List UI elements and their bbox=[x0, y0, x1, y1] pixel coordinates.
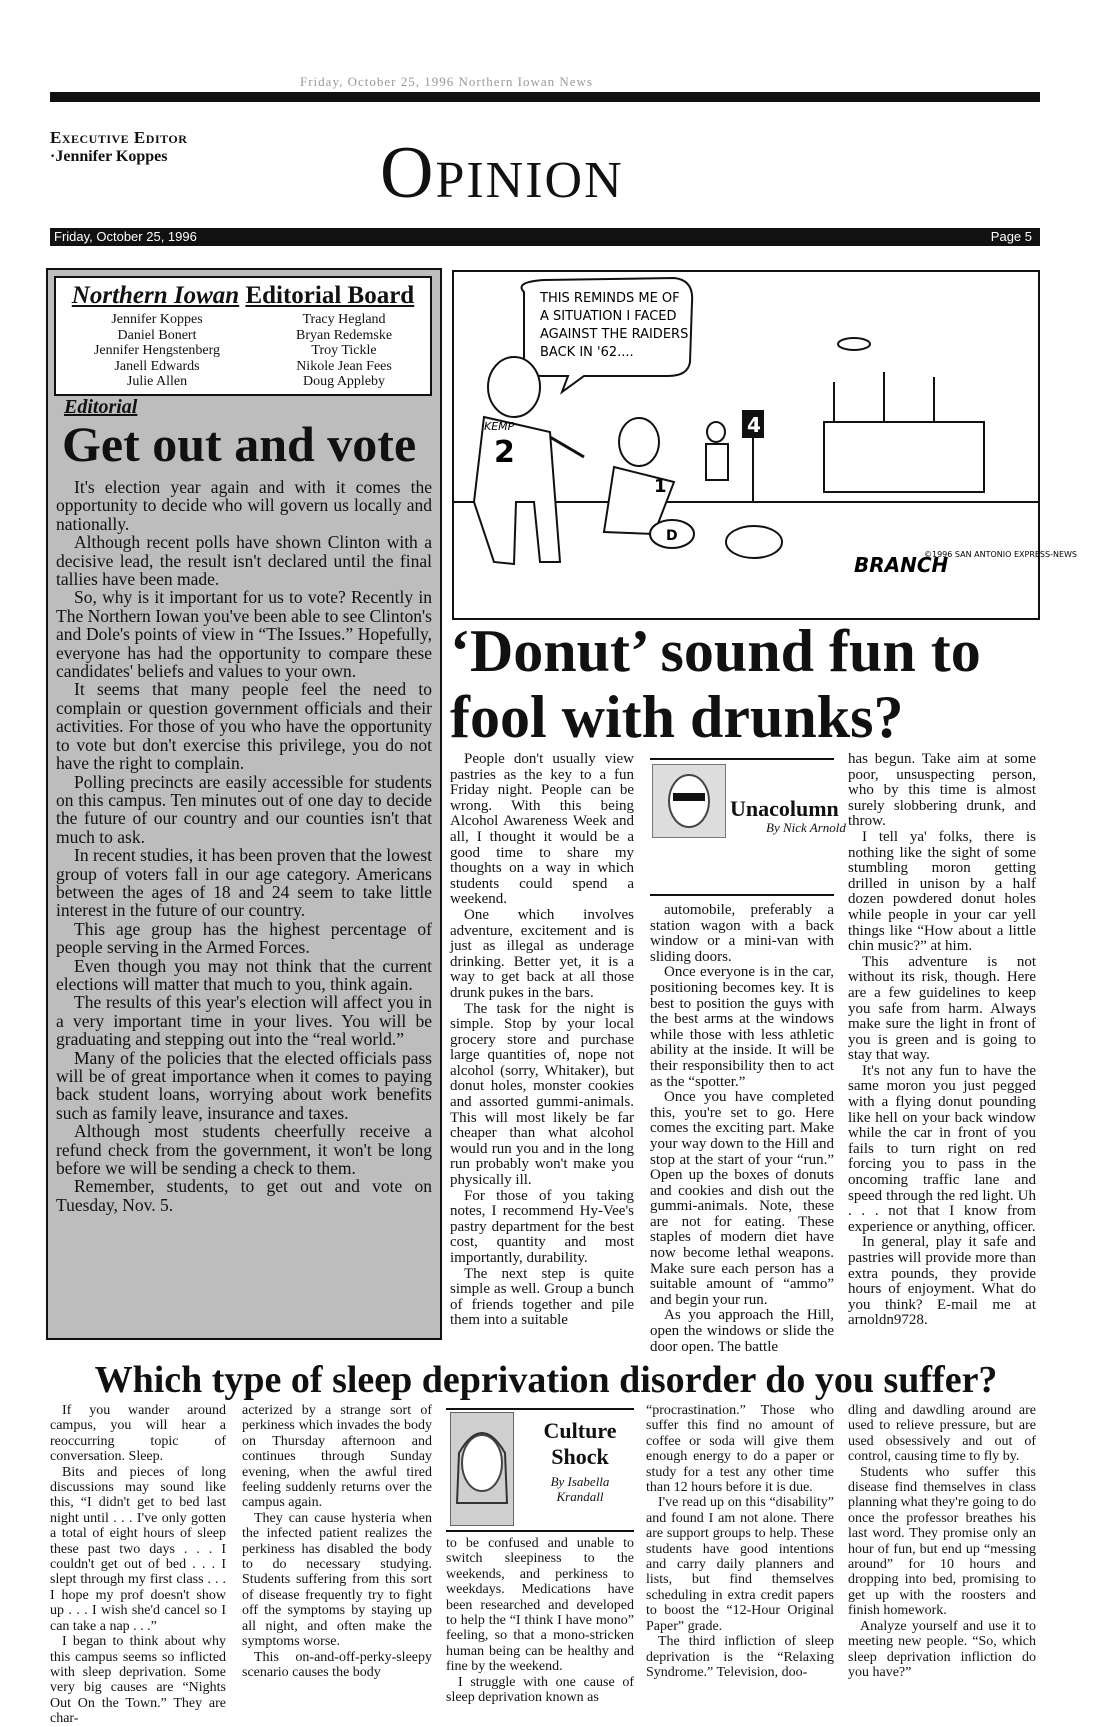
sleep-text-3 bbox=[446, 1536, 634, 1705]
referee-body bbox=[706, 444, 728, 480]
columnist-photo bbox=[450, 1412, 514, 1526]
column-byline: By Nick Arnold bbox=[766, 820, 846, 835]
sleep-paragraph: I struggle with one cause of sleep deprivation known as bbox=[446, 1674, 634, 1706]
column-text-3 bbox=[848, 752, 1036, 1329]
editorial-paragraph: Many of the policies that the elected officials pass will be of great importance when it comes to paying back student loans, worrying about work benefits such as family leave, insurance and taxes. bbox=[56, 1047, 432, 1123]
kemp-jersey: 2 bbox=[494, 435, 515, 470]
column-headline: ‘Donut’ sound fun to fool with drunks? bbox=[450, 618, 981, 750]
bubble-text-2: A SITUATION I FACED bbox=[540, 309, 677, 324]
political-cartoon bbox=[452, 270, 1077, 620]
helmet-letter: D bbox=[666, 528, 678, 544]
columnist-photo bbox=[652, 764, 726, 838]
sleep-paragraph: I've read up on this “disability” and found I am not alone. There are support groups to help. These students have good intentions and carry daily planners and lists, but find themselves scheduling in extra credit papers to boost the “12-Hour Original Paper” grade. bbox=[646, 1495, 834, 1634]
bubble-text-3: AGAINST THE RAIDERS bbox=[540, 327, 689, 342]
board-member: Nikole Jean Fees bbox=[296, 358, 392, 374]
column-logo-rule bbox=[650, 894, 834, 896]
sleep-paragraph: Students who suffer this disease find themselves in class planning what they're going to do once the professor breathes his last word. They promise only an hour of fun, but end up “messing around” for 10 hours and dropping into bed, promising to get up with the roosters and finish homework. bbox=[848, 1464, 1036, 1619]
editorial-paragraph: Polling precincts are easily accessible for students on this campus. Ten minutes out of one day to decide the future of our country and our counties isn't that much to ask. bbox=[56, 771, 432, 847]
running-head: Friday, October 25, 1996 Northern Iowan News bbox=[300, 74, 593, 89]
editorial-paragraph: Even though you may not think that the current elections will matter that much to you, think again. bbox=[56, 955, 432, 994]
column-name: Unacolumn bbox=[730, 796, 839, 821]
board-member: Bryan Redemske bbox=[296, 327, 393, 343]
sleep-paragraph: acterized by a strange sort of perkiness which invades the body on Thursday afternoon and continues through Sunday evening, when the awful tired feeling suddenly returns over the campus again. bbox=[242, 1403, 432, 1511]
executive-editor-name: ·Jennifer Koppes bbox=[50, 148, 168, 165]
sleep-paragraph: I began to think about why this campus seems so inflicted with sleep deprivation. Some very big causes are “Nights Out On the Town.” They are char- bbox=[50, 1634, 226, 1727]
culture-shock-rule bbox=[446, 1408, 634, 1410]
column-logo-rule bbox=[650, 758, 834, 760]
face bbox=[462, 1435, 502, 1491]
board-paper-name: Northern Iowan bbox=[71, 282, 240, 309]
sleep-paragraph: This on-and-off-perky-sleepy scenario causes the body bbox=[242, 1649, 432, 1680]
editorial-paragraph: The results of this year's election will affect you in a very important time in your lives. You will be graduating and stepping out into the “real world.” bbox=[56, 992, 432, 1050]
column-paragraph: One which involves adventure, excitement and is just as illegal as underage drinking. Better yet, it is a way to get back at all those drunk pukes in the bars. bbox=[450, 906, 634, 1001]
sleep-paragraph: If you wander around campus, you will hear a reoccurring topic of conversation. Sleep. bbox=[50, 1403, 226, 1465]
column-paragraph: This adventure is not without its risk, though. Here are a few guidelines to keep you safe from harm. Always make sure the light in front of you is green and is going to stay that way. bbox=[848, 953, 1036, 1064]
sleep-text-2 bbox=[242, 1403, 432, 1680]
culture-shock-line2: Shock bbox=[551, 1444, 609, 1469]
editorial-paragraph: Although recent polls have shown Clinton with a decisive lead, the result isn't declared until the final tallies have been made. bbox=[56, 532, 432, 590]
stadium bbox=[824, 422, 984, 492]
board-member: Jennifer Hengstenberg bbox=[93, 343, 221, 358]
cartoonist-signature: BRANCH bbox=[854, 553, 949, 577]
editorial-headline: Get out and vote bbox=[62, 416, 417, 472]
board-members-right bbox=[296, 312, 392, 390]
dole-head bbox=[619, 418, 659, 466]
columnist-photo-drawing bbox=[653, 765, 725, 837]
cartoon-drawing bbox=[454, 272, 1077, 618]
kemp-arm bbox=[550, 437, 584, 457]
board-member: Troy Tickle bbox=[311, 343, 377, 358]
column-paragraph: As you approach the Hill, open the windows or slide the door open. The battle bbox=[650, 1307, 834, 1355]
editorial-paragraph: Remember, students, to get out and vote on Tuesday, Nov. 5. bbox=[56, 1176, 432, 1215]
column-paragraph: Once everyone is in the car, positioning becomes key. It is best to position the guys with the best arms at the windows while those with less athletic ability at the inside. It will be their responsibility then to act as the “spotter.” bbox=[650, 964, 834, 1090]
kemp-head bbox=[488, 357, 540, 417]
sleep-paragraph: dling and dawdling around are used to relieve pressure, but are used obsessively and out of control, causing time to fly by. bbox=[848, 1403, 1036, 1465]
column-paragraph: I tell ya' folks, there is nothing like the sight of some stumbling moron getting drilled in unison by a half dozen powdered donut holes while people in your car yell things like “How about a little chin music?” at him. bbox=[848, 828, 1036, 955]
editorial-paragraph: It seems that many people feel the need to complain or question government officials and their activities. For those of you who have the opportunity to vote but don't exercise this privilege, you do not have the right to complain. bbox=[56, 679, 432, 774]
column-paragraph: The task for the night is simple. Stop by your local grocery store and purchase large quantities of, nope not alcohol (sorry, Whitaker), but donut holes, monster cookies and assorted gummi-animals. This will most likely be far cheaper than what alcohol would run you and in the long run probably won't make you physically ill. bbox=[450, 1000, 634, 1189]
sleep-paragraph: The third infliction of sleep deprivation is the “Relaxing Syndrome.” Television, doo- bbox=[646, 1634, 834, 1680]
sleep-paragraph: They can cause hysteria when the infected patient realizes the perkiness has disabled the body to do necessary studying. Students suffering from this sort of disease frequently try to fight off the symptoms by staying up all night, and often make the symptoms worse. bbox=[242, 1510, 432, 1650]
bubble-text-1: THIS REMINDS ME OF bbox=[540, 291, 680, 306]
culture-shock-byline: By Isabella Krandall bbox=[550, 1474, 610, 1504]
column-text-1 bbox=[450, 752, 634, 1329]
editorial-paragraph: In recent studies, it has been proven that the lowest group of voters fall in our age category. Americans between the ages of 18 and 24 seem to take little interest in the future of our country. bbox=[56, 845, 432, 921]
board-member: Doug Appleby bbox=[302, 374, 386, 389]
dateline-bar bbox=[50, 228, 1040, 246]
bubble-text-4: BACK IN '62.... bbox=[540, 345, 634, 360]
board-member: Jennifer Koppes bbox=[111, 312, 203, 327]
sleep-paragraph: Analyze yourself and use it to meeting new people. “So, which sleep deprivation infliction do you have?” bbox=[848, 1618, 1036, 1680]
column-paragraph: automobile, preferably a station wagon with a back window or a mini-van with sliding doors. bbox=[650, 902, 834, 965]
columnist-photo-drawing bbox=[451, 1413, 513, 1525]
executive-editor-label: Executive Editor bbox=[50, 128, 188, 147]
blimp bbox=[838, 338, 870, 350]
football bbox=[726, 526, 782, 558]
cartoon-credit: ©1996 SAN ANTONIO EXPRESS-NEWS bbox=[924, 550, 1077, 559]
page-number: Page 5 bbox=[990, 229, 1032, 244]
board-member: Tracy Hegland bbox=[302, 312, 386, 327]
culture-shock-rule bbox=[446, 1530, 634, 1532]
sleep-paragraph: “procrastination.” Those who suffer this find no amount of coffee or soda will give them enough energy to do a paper or study for a test any other time than 12 hours before it is due. bbox=[646, 1403, 834, 1496]
column-paragraph: It's not any fun to have the same moron you just pegged with a flying donut pounding like hell on your back window while the car in front of you fails to turn right on red forcing you to pass in the oncoming traffic lane and speed through the red light. Uh . . . not that I know from experience or anything, officer. bbox=[848, 1062, 1036, 1235]
sleep-text-1 bbox=[50, 1403, 226, 1727]
editorial-paragraph: This age group has the highest percentage of people serving in the Armed Forces. bbox=[56, 918, 432, 958]
column-paragraph: Once you have completed this, you're set to go. Here comes the exciting part. Make your way down to the Hill and stop at the start of your “run.” Open up the boxes of donuts and cookies and dish out the gummi-animals. Note, these are not for eating. These staples of modern diet have now become lethal weapons. Make sure each person has a suitable amount of “ammo” and begin your run. bbox=[650, 1089, 834, 1308]
sleep-text-5 bbox=[848, 1403, 1036, 1680]
editorial-paragraph: It's election year again and with it comes the opportunity to decide who will govern us locally and nationally. bbox=[56, 477, 432, 534]
editorial-board-title bbox=[56, 282, 430, 310]
sunglasses-icon bbox=[673, 793, 705, 801]
editorial-body bbox=[56, 478, 432, 1214]
kemp-body bbox=[474, 417, 560, 564]
referee-head bbox=[707, 422, 725, 442]
editorial-kicker: Editorial bbox=[64, 396, 138, 418]
column-text-2 bbox=[650, 903, 834, 1355]
kemp-name: KEMP bbox=[484, 420, 515, 433]
sleep-text-4 bbox=[646, 1403, 834, 1680]
column-paragraph: In general, play it safe and pastries will provide more than extra pounds, they provide hours of enjoyment. What do you think? E-mail me at arnoldn9728. bbox=[848, 1234, 1036, 1329]
editorial-paragraph: Although most students cheerfully receive a refund check from the government, it won't be long before we will be sending a check to them. bbox=[56, 1121, 432, 1179]
sleep-headline: Which type of sleep deprivation disorder do you suffer? bbox=[94, 1359, 998, 1401]
column-paragraph: The next step is quite simple as well. Group a bunch of friends together and pile them into a suitable bbox=[450, 1265, 634, 1329]
board-member: Julie Allen bbox=[126, 374, 188, 389]
editorial-paragraph: So, why is it important for us to vote? Recently in The Northern Iowan you've been able to see Clinton's and Dole's points of view in “The Issues.” Hopefully, everyone has had the opportunity to compare these candidates' beliefs and values to your own. bbox=[56, 587, 432, 682]
board-members-left bbox=[94, 312, 220, 390]
editorial-board bbox=[54, 276, 432, 396]
board-member: Janell Edwards bbox=[114, 358, 200, 374]
top-rule bbox=[50, 92, 1040, 102]
column-paragraph: has begun. Take aim at some poor, unsuspecting person, who by this time is almost surely slobbering drunk, and throw. bbox=[848, 751, 1036, 830]
culture-shock-line1: Culture bbox=[543, 1418, 617, 1443]
culture-shock-logo bbox=[528, 1418, 632, 1470]
issue-date: Friday, October 25, 1996 bbox=[54, 229, 197, 244]
column-paragraph: For those of you taking notes, I recommend Hy-Vee's pastry department for the best cost, quantity and most importantly, durability. bbox=[450, 1187, 634, 1266]
column-paragraph: People don't usually view pastries as the key to a fun Friday night. People can be wrong. With this being Alcohol Awareness Week and all, I thought it would be a good time to share my thoughts on a way in which students could spend a weekend. bbox=[450, 751, 634, 908]
sleep-paragraph: Bits and pieces of long discussions may sound like this, “I didn't get to bed last night until . . . I've only gotten a total of eight hours of sleep these past two days . . . I couldn't get out of bed . . . I slept through my first class . . . I hope my prof doesn't show up . . . I wish she'd cancel so I can take a nap . . .” bbox=[50, 1464, 226, 1634]
section-title: Opinion bbox=[380, 132, 624, 214]
board-member: Daniel Bonert bbox=[117, 327, 197, 343]
down-number: 4 bbox=[747, 413, 761, 437]
dole-jersey: 1 bbox=[654, 476, 667, 497]
board-title-rest: Editorial Board bbox=[245, 282, 415, 309]
sleep-paragraph: to be confused and unable to switch sleepiness to the weekends, and perkiness to weekdays. Medications have been researched and developed to help the “I think I have mono” feeling, so that a mono-stricken human being can be healthy and fine by the weekend. bbox=[446, 1536, 634, 1675]
